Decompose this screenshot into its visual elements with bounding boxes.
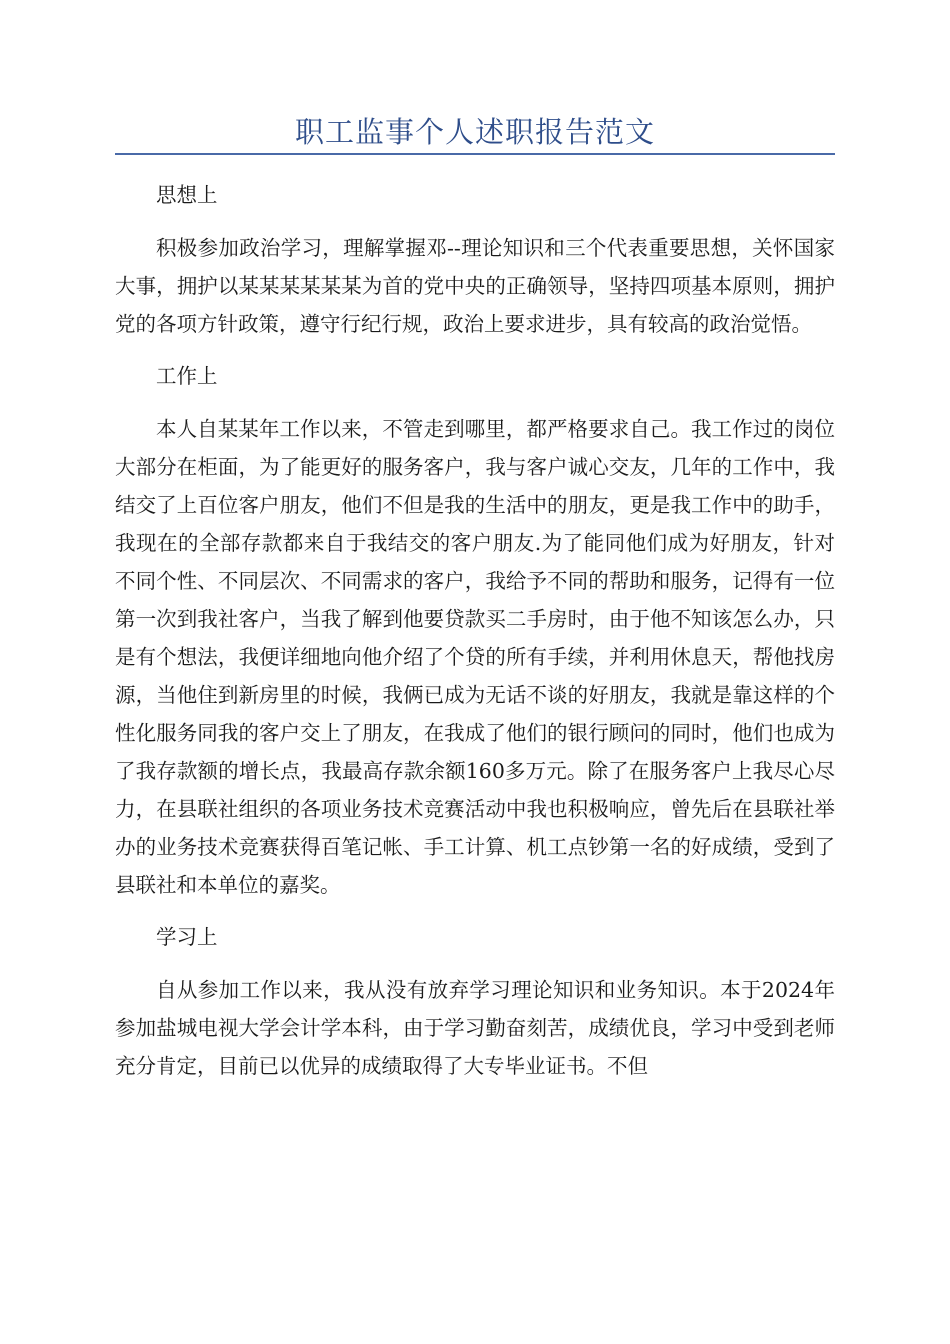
section-heading-thought: 思想上 bbox=[156, 183, 218, 207]
document-title: 职工监事个人述职报告范文 bbox=[294, 115, 655, 149]
document-body bbox=[115, 176, 835, 1099]
section-heading-work: 工作上 bbox=[156, 364, 218, 388]
section-paragraph-study: 自从参加工作以来，我从没有放弃学习理论知识和业务知识。本于2024年参加盐城电视大学会计学本科，由于学习勤奋刻苦，成绩优良，学习中受到老师充分肯定，目前已以优异的成绩取得了大专毕业证书。不但 bbox=[115, 977, 835, 1078]
section-paragraph-thought: 积极参加政治学习，理解掌握邓--理论知识和三个代表重要思想，关怀国家大事，拥护以某某某某某某为首的党中央的正确领导，坚持四项基本原则，拥护党的各项方针政策，遵守行纪行规，政治上要求进步，具有较高的政治觉悟。 bbox=[115, 235, 835, 336]
section-heading-study: 学习上 bbox=[156, 925, 218, 949]
section-paragraph-work: 本人自某某年工作以来，不管走到哪里，都严格要求自己。我工作过的岗位大部分在柜面，为了能更好的服务客户，我与客户诚心交友，几年的工作中，我结交了上百位客户朋友，他们不但是我的生活中的朋友，更是我工作中的助手，我现在的全部存款都来自于我结交的客户朋友.为了能同他们成为好朋友，针对不同个性、不同层次、不同需求的客户，我给予不同的帮助和服务，记得有一位第一次到我社客户，当我了解到他要贷款买二手房时，由于他不知该怎么办，只是有个想法，我便详细地向他介绍了个贷的所有手续，并利用休息天，帮他找房源，当他住到新房里的时候，我俩已成为无话不谈的好朋友，我就是靠这样的个性化服务同我的客户交上了朋友，在我成了他们的银行顾问的同时，他们也成为了我存款额的增长点，我最高存款余额160多万元。除了在服务客户上我尽心尽力，在县联社组织的各项业务技术竞赛活动中我也积极响应，曾先后在县联社举办的业务技术竞赛获得百笔记帐、手工计算、机工点钞第一名的好成绩，受到了县联社和本单位的嘉奖。 bbox=[115, 416, 835, 897]
title-underline bbox=[115, 153, 835, 155]
